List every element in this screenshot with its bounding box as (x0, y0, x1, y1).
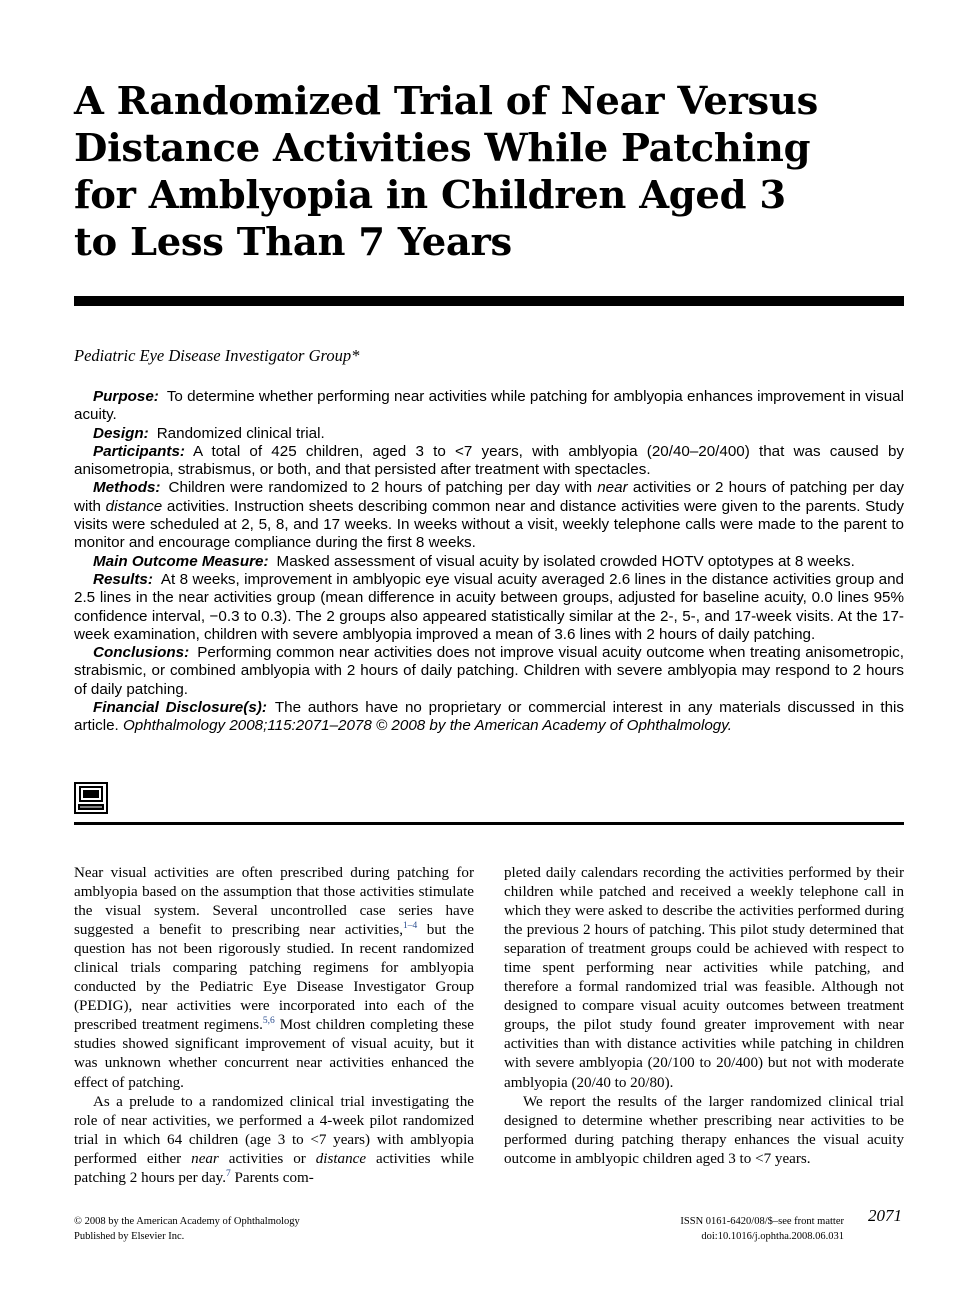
doi-link[interactable]: doi:10.1016/j.ophtha.2008.06.031 (701, 1231, 844, 1242)
author-group: Pediatric Eye Disease Investigator Group* (74, 346, 360, 365)
abstract-results: Results: At 8 weeks, improvement in amblyopic eye visual acuity averaged 2.6 lines in the distance activities group and 2.5 lines in the near activities group (mean difference in acuity between groups, adjusted for baseline acuity, 0.0 lines 95% confidence interval, −0.3 to 0.3). The 2 groups also appeared statistically similar at the 2-, 5-, and 17-week visits. At the 17-week examination, children with severe amblyopia improved a mean of 3.6 lines with 2 hours of daily patching. (74, 570, 904, 643)
article-title: A Randomized Trial of Near Versus Distance Activities While Patching for Amblyopia in Children Aged 3 to Less Than 7 Years (74, 79, 818, 265)
footer-copyright: © 2008 by the American Academy of Ophthalmology Published by Elsevier Inc. (74, 1216, 300, 1242)
body-column-right (504, 864, 904, 1169)
journal-citation: Ophthalmology 2008;115:2071–2078 © 2008 by the American Academy of Ophthalmology. (122, 717, 732, 735)
abstract-participants: Participants: A total of 425 children, aged 3 to <7 years, with amblyopia (20/40–20/400) that was caused by anisometropia, strabismus, or both, and that persisted after treatment with spectacles. (74, 442, 904, 479)
body-paragraph: pleted daily calendars recording the activities performed by their children while patched and received a weekly telephone call in which they were asked to describe the activities performed during the previous 2 hours of patching. This pilot study determined that separation of treatment groups could be achieved with respect to time spent performing near activities while patching, and therefore a formal randomized trial was feasible. Although not designed to compare visual acuity outcomes between treatment groups, the pilot study found greater improvement with near activities than with distance activities while patching in children with severe amblyopia (20/100 to 20/400) but not with moderate amblyopia (20/40 to 20/80). (504, 865, 904, 1091)
computer-icon (74, 782, 108, 814)
purpose-label: Purpose: (93, 388, 159, 405)
body-paragraph: As a prelude to a randomized clinical trial investigating the role of near activities, we performed a 4-week pilot randomized trial in which 64 children (age 3 to <7 years) with amblyopia performed either near activities or distance activities while patching 2 hours per day.$^7$ Parents com- (74, 1093, 474, 1186)
body-column-left (74, 864, 474, 1188)
abstract-conclusions: Conclusions: Performing common near activities does not improve visual acuity outcome when treating anisometropic, strabismic, or combined amblyopia with 2 hours of daily patching. Children with severe amblyopia may respond to 2 hours of daily patching. (74, 644, 904, 698)
outcome-label: Main Outcome Measure: (93, 552, 269, 570)
body-paragraph: Near visual activities are often prescribed during patching for amblyopia based on the assumption that those activities stimulate the visual system. Several uncontrolled case series have suggested a benefit to prescribing near activities,$^{1-4}$ but the question has not been rigorously studied. In recent randomized clinical trials comparing patching regimens for amblyopia conducted by the Pediatric Eye Disease Investigator Group (PEDIG), near activities were incorporated into each of the prescribed treatment regimens.$^{5,6}$ Most children completing these studies showed significant improvement of visual acuity, but it was unknown whether concurrent near activities enhanced the effect of patching. (74, 865, 474, 1091)
results-label: Results: (93, 570, 153, 588)
abstract-divider (74, 822, 904, 825)
abstract (74, 388, 904, 736)
abstract-methods: Methods: Children were randomized to 2 hours of patching per day with near activities or 2 hours of patching per day with distance activities. Instruction sheets describing common near and distance activities were given to the parents. Study visits were scheduled at 2, 5, 8, and 17 weeks. In weeks without a visit, weekly telephone calls were made to the parent to monitor and encourage compliance during the first 8 weeks. (74, 479, 905, 552)
participants-label: Participants: (93, 442, 185, 460)
disclosure-label: Financial Disclosure(s): (93, 699, 267, 717)
abstract-outcome: Main Outcome Measure: Masked assessment of visual acuity by isolated crowded HOTV optotypes at 8 weeks. (93, 552, 855, 570)
footer-issn: ISSN 0161-6420/08/$–see front matter doi:10.1016/j.ophtha.2008.06.031 (680, 1216, 844, 1242)
abstract-purpose: Purpose: To determine whether performing near activities while patching for amblyopia enhances improvement in visual acuity. (74, 388, 904, 424)
reference-link[interactable]: 1–4 (403, 921, 418, 932)
abstract-disclosure: Financial Disclosure(s): The authors have no proprietary or commercial interest in any materials discussed in this article. Ophthalmology 2008;115:2071–2078 © 2008 by the American Academy of Ophthalmology. (74, 699, 904, 735)
design-label: Design: (93, 424, 149, 442)
conclusions-label: Conclusions: (93, 644, 190, 662)
page-number: 2071 (868, 1206, 902, 1225)
methods-label: Methods: (93, 479, 161, 497)
abstract-design: Design: Randomized clinical trial. (93, 424, 325, 442)
reference-link[interactable]: 5,6 (262, 1016, 275, 1027)
reference-link[interactable]: 7 (226, 1168, 231, 1179)
body-paragraph: We report the results of the larger randomized clinical trial designed to determine whether prescribing near activities to be performed during patching therapy enhances the visual acuity outcome in amblyopic children aged 3 to <7 years. (504, 1093, 904, 1167)
title-divider (74, 296, 904, 306)
